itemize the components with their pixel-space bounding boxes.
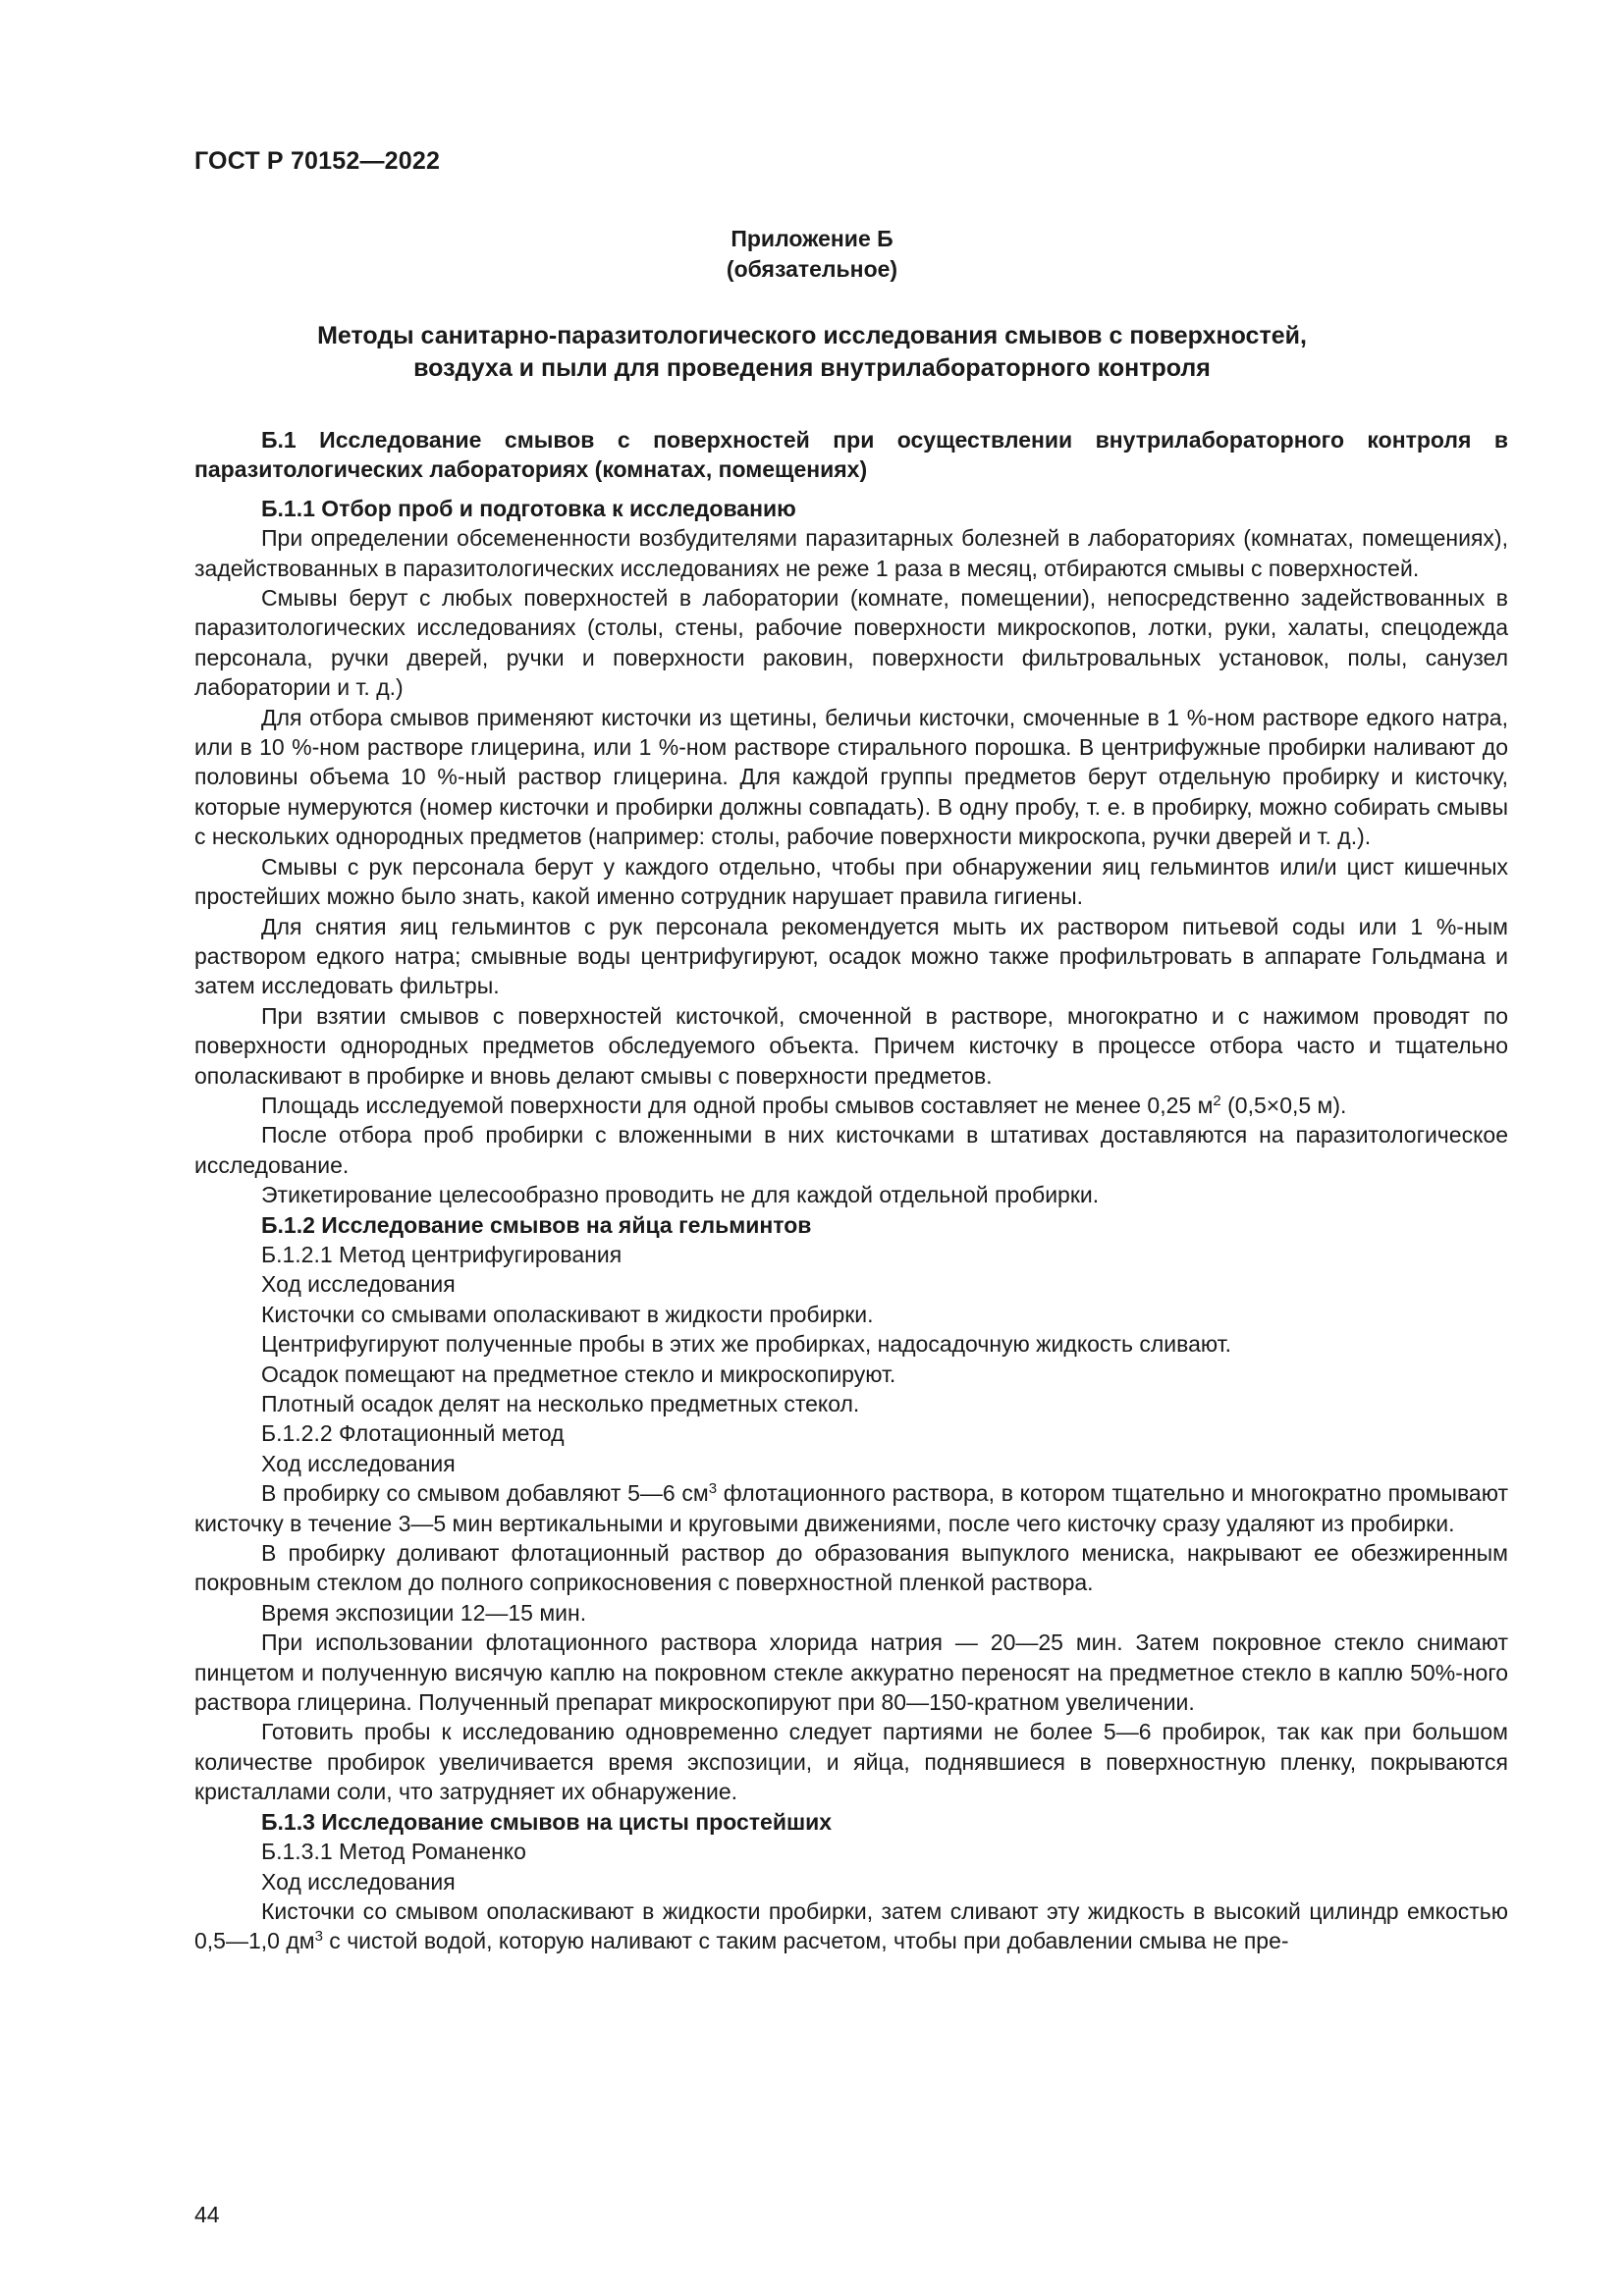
paragraph: При взятии смывов с поверхностей кисточкой, смоченной в растворе, многократно и с нажимом проводят по поверхности однородных предметов обследуемого объекта. Причем кисточку в процессе отбора часто и тщательно ополаскивают в пробирке и вновь делают смывы с поверхности предметов. [194, 1002, 1508, 1089]
paragraph: При определении обсемененности возбудителями паразитарных болезней в лабораториях (комнатах, помещениях), задействованных в паразитологических исследованиях не реже 1 раза в месяц, отбираются смывы с поверхностей. [194, 525, 1508, 581]
paragraph: При использовании флотационного раствора хлорида натрия — 20—25 мин. Затем покровное стекло снимают пинцетом и полученную висячую каплю на покровном стекле аккуратно переносят на предметное стекло в каплю 50%-ного раствора глицерина. Полученный препарат микроскопируют при 80—150-кратном увеличении. [194, 1629, 1508, 1716]
section-b13-heading: Б.1.3 Исследование смывов на цисты простейших [261, 1808, 833, 1835]
step: Плотный осадок делят на несколько предметных стекол. [261, 1391, 860, 1416]
area-text-end: (0,5×0,5 м). [1220, 1092, 1347, 1118]
section-b12-heading: Б.1.2 Исследование смывов на яйца гельминтов [261, 1211, 812, 1238]
annex-title-line-1: Методы санитарно-паразитологического исследования смывов с поверхностей, [317, 322, 1307, 349]
step: Центрифугируют полученные пробы в этих же пробирках, надосадочную жидкость сливают. [261, 1331, 1231, 1358]
paragraph: В пробирку доливают флотационный раствор до образования выпуклого мениска, накрывают ее обезжиренным покровным стеклом до полного соприкосновения с поверхностной пленкой раствора. [194, 1540, 1508, 1596]
flotation-text: В пробирку со смывом добавляют 5—6 см [261, 1480, 709, 1507]
paragraph: Смывы с рук персонала берут у каждого отдельно, чтобы при обнаружении яиц гельминтов или/и цист кишечных простейших можно было знать, какой именно сотрудник нарушает правила гигиены. [194, 853, 1508, 910]
paragraph: После отбора проб пробирки с вложенными в них кисточками в штативах доставляются на паразитологическое исследование. [194, 1122, 1508, 1178]
gost-code: ГОСТ Р 70152—2022 [194, 147, 441, 175]
step: Осадок помещают на предметное стекло и микроскопируют. [261, 1361, 896, 1387]
annex-heading [0, 224, 1624, 285]
page-number: 44 [194, 2202, 220, 2227]
paragraph: Время экспозиции 12—15 мин. [261, 1599, 587, 1626]
paragraph-romanenko [194, 1896, 1508, 1956]
flotation-text-end: флотационного раствора, в котором тщательно и многократно промывают кисточку в течение 3—5 мин вертикальными и круговыми движениями, после чего кисточку сразу удаляют из пробирки. [194, 1480, 1508, 1536]
paragraph: Для снятия яиц гельминтов с рук персонала рекомендуется мыть их раствором питьевой соды или 1 %-ным раствором едкого натра; смывные воды центрифугируют, осадок можно также профильтровать в аппарате Гольдмана и затем исследовать фильтры. [194, 913, 1508, 999]
paragraph-area [194, 1091, 1508, 1120]
subsection-b131: Б.1.3.1 Метод Романенко [261, 1839, 526, 1865]
procedure-label: Ход исследования [261, 1450, 456, 1476]
flotation-superscript: 3 [708, 1480, 718, 1498]
area-superscript: 2 [1213, 1092, 1221, 1109]
procedure-label: Ход исследования [261, 1271, 456, 1298]
paragraph: Для отбора смывов применяют кисточки из щетины, беличьи кисточки, смоченные в 1 %-ном растворе едкого натра, или в 10 %-ном растворе глицерина, или 1 %-ном растворе стирального порошка. В центрифужные пробирки наливают до половины объема 10 %-ный раствор глицерина. Для каждой группы предметов берут отдельную пробирку и кисточку, которые нумеруются (номер кисточки и пробирки должны совпадать). В одну пробу, т. е. в пробирку, можно собирать смывы с нескольких однородных предметов (например: столы, рабочие поверхности микроскопа, ручки дверей и т. д.). [194, 704, 1508, 850]
paragraph-flotation [194, 1478, 1508, 1538]
paragraph: Смывы берут с любых поверхностей в лаборатории (комнате, помещении), непосредственно задействованных в паразитологических исследованиях (столы, стены, рабочие поверхности микроскопов, лотки, руки, халаты, спецодежда персонала, ручки дверей, ручки и поверхности раковин, поверхности фильтровальных установок, полы, санузел лаборатории и т. д.) [194, 585, 1508, 701]
annex-status: (обязательное) [726, 256, 898, 282]
paragraph: Готовить пробы к исследованию одновременно следует партиями не более 5—6 пробирок, так как при большом количестве пробирок увеличивается время экспозиции, и яйца, поднявшиеся в поверхностную пленку, покрываются кристаллами соли, что затрудняет их обнаружение. [194, 1719, 1508, 1805]
annex-label: Приложение Б [731, 226, 893, 251]
romanenko-text: Кисточки со смывом ополаскивают в жидкости пробирки, затем сливают эту жидкость в высокий цилиндр емкостью 0,5—1,0 дм [194, 1897, 1508, 1954]
subsection-b121: Б.1.2.1 Метод центрифугирования [261, 1241, 623, 1267]
section-b1-heading: Б.1 Исследование смывов с поверхностей при осуществлении внутрилабораторного контроля в паразитологических лабораториях (комнатах, помещениях) [194, 427, 1508, 483]
paragraph: Этикетирование целесообразно проводить не для каждой отдельной пробирки. [261, 1182, 1100, 1208]
annex-title-line-2: воздуха и пыли для проведения внутрилабораторного контроля [413, 354, 1211, 382]
annex-title [0, 320, 1624, 385]
procedure-label: Ход исследования [261, 1868, 456, 1895]
document-body [194, 425, 1508, 1956]
section-b11-heading: Б.1.1 Отбор проб и подготовка к исследованию [261, 495, 796, 521]
subsection-b122: Б.1.2.2 Флотационный метод [261, 1420, 565, 1447]
romanenko-superscript: 3 [314, 1928, 323, 1946]
area-text: Площадь исследуемой поверхности для одной пробы смывов составляет не менее 0,25 м [261, 1092, 1214, 1118]
step: Кисточки со смывами ополаскивают в жидкости пробирки. [261, 1301, 874, 1327]
romanenko-text-end: с чистой водой, которую наливают с таким расчетом, чтобы при добавлении смыва не пре- [322, 1928, 1289, 1954]
